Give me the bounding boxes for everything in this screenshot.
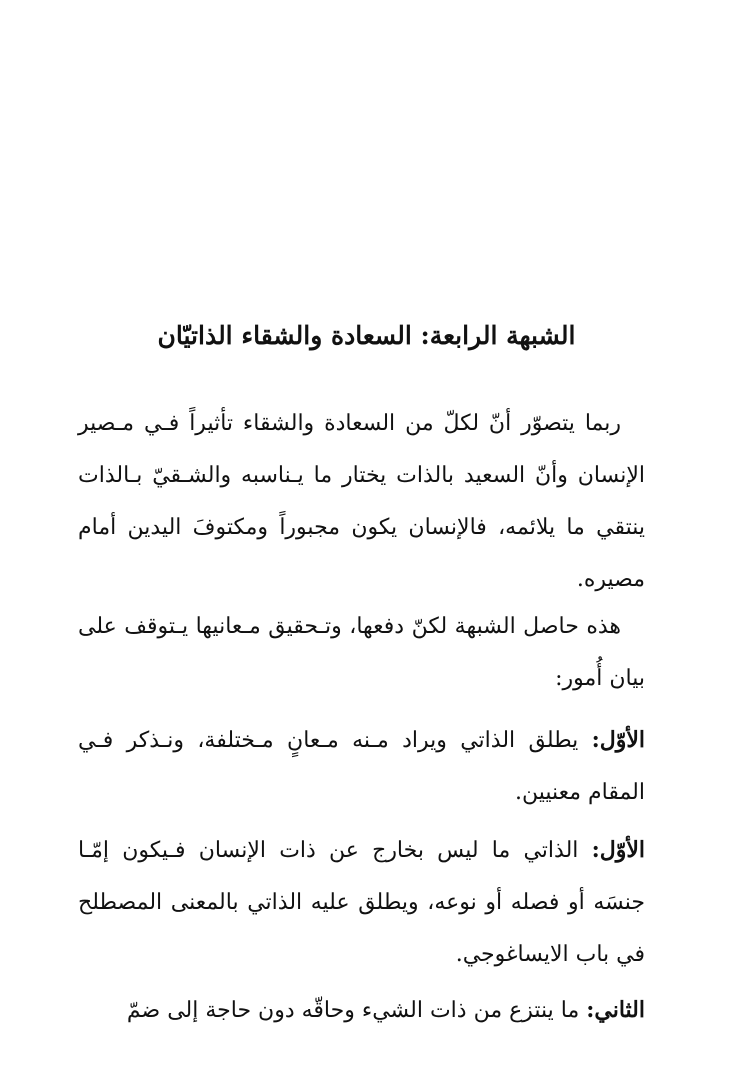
paragraph-first-meaning <box>78 824 645 981</box>
paragraph-lead: الأوّل: <box>591 837 645 863</box>
section-title: الشبهة الرابعة: السعادة والشقاء الذاتيّان <box>157 321 576 350</box>
paragraph-text: ربما يتصوّر أنّ لكلّ من السعادة والشقاء تأثيراً فـي مـصير الإنسان وأنّ السعيد بالذات يختار ما يـناسبه والشـقيّ بـالذات ينتقي ما يلائمه، فالإنسان يكون مجبوراً ومكتوفَ اليدين أمام مصيره. <box>78 411 645 592</box>
paragraph-text: يطلق الذاتي ويراد مـنه مـعانٍ مـختلفة، ونـذكر فـي المقام معنيين. <box>78 728 645 805</box>
paragraph-text: الذاتي ما ليس بخارج عن ذات الإنسان فـيكون إمّـا جنسَه أو فصله أو نوعه، ويطلق عليه الذاتي بالمعنى المصطلح في باب الايساغوجي. <box>78 838 645 967</box>
paragraph-lead: الثاني: <box>586 997 645 1023</box>
paragraph-second-meaning <box>78 984 645 1037</box>
paragraph-text: هذه حاصل الشبهة لكنّ دفعها، وتـحقيق مـعانيها يـتوقف على بيان أُمور: <box>78 614 645 691</box>
paragraph-lead: الأوّل: <box>591 727 645 753</box>
paragraph-summary <box>78 601 645 705</box>
paragraph-intro <box>78 398 645 606</box>
paragraph-first-point <box>78 714 645 819</box>
paragraph-text: ما ينتزع من ذات الشيء وحاقّه دون حاجة إلى ضمّ <box>126 998 587 1023</box>
